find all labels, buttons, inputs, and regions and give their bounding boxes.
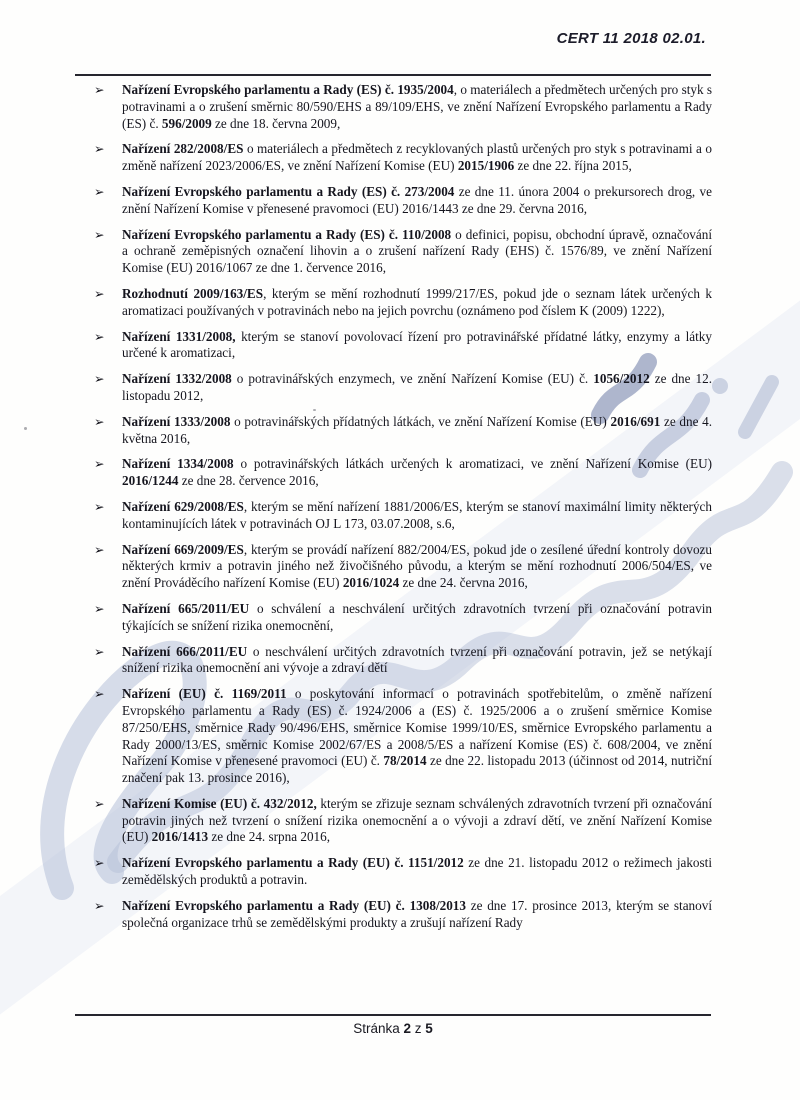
regulation-text: Nařízení Evropského parlamentu a Rady (ES) č. 273/2004 ze dne 11. února 2004 o prekursorech drog, ve znění Nařízení Komise v přenesené pravomoci (EU) 2016/1443 ze dne 29. června 2016, [122,183,712,216]
footer-total-pages: 5 [425,1021,433,1036]
bullet-arrow-icon: ➢ [94,82,105,97]
regulation-text: Nařízení Evropského parlamentu a Rady (ES) č. 110/2008 o definici, popisu, obchodní úpravě, označování a ochraně zeměpisných označení lihovin a o zrušení nařízení Rady (EHS) č. 1576/89, ve znění Nařízení Komise (EU) 2016/1067 ze dne 1. července 2016, [122,226,712,276]
header-document-code: CERT 11 2018 02.01. [556,30,706,47]
footer-label: Stránka [353,1021,400,1036]
list-item [94,855,712,889]
bullet-arrow-icon: ➢ [94,285,105,301]
list-item [94,227,712,277]
list-item [94,82,712,132]
scan-artifact [24,427,27,430]
bullet-arrow-icon: ➢ [94,498,105,514]
regulation-text: Nařízení 1334/2008 o potravinářských látkách určených k aromatizaci, ve znění Nařízení Komise (EU) 2016/1244 ze dne 28. července 2016, [122,456,712,489]
regulation-text: Nařízení 1333/2008 o potravinářských přídatných látkách, ve znění Nařízení Komise (EU) 2016/691 ze dne 4. května 2016, [122,413,713,446]
list-item [94,499,712,533]
footer-separator: z [414,1021,422,1036]
bullet-arrow-icon: ➢ [94,456,105,472]
regulation-text: Nařízení 665/2011/EU o schválení a neschválení určitých zdravotních tvrzení při označování potravin týkajících se snížení rizika onemocnění, [122,600,712,633]
list-item [94,898,712,932]
bullet-arrow-icon: ➢ [94,371,105,387]
list-item [94,686,712,787]
bullet-arrow-icon: ➢ [94,686,105,702]
regulation-text: Nařízení 1332/2008 o potravinářských enzymech, ve znění Nařízení Komise (EU) č. 1056/2012 ze dne 12. listopadu 2012, [122,371,712,403]
bullet-arrow-icon: ➢ [94,183,105,199]
regulation-text: Nařízení Evropského parlamentu a Rady (EU) č. 1151/2012 ze dne 21. listopadu 2012 o režimech jakosti zemědělských produktů a potravin. [122,855,712,888]
footer-divider [75,1014,711,1016]
bullet-arrow-icon: ➢ [94,541,105,557]
regulation-text: Nařízení 669/2009/ES, kterým se provádí nařízení 882/2004/ES, pokud jde o zesílené úřední kontroly dovozu některých krmiv a potravin jiného než živočišného původu, a kterým se mění rozhodnutí 2006/504/ES, ve znění Prováděcího nařízení Komise (EU) 2016/1024 ze dne 24. června 2016, [122,541,712,591]
regulation-text: Nařízení (EU) č. 1169/2011 o poskytování informací o potravinách spotřebitelům, o změně nařízení Evropského parlamentu a Rady (ES) č. 1924/2006 a (ES) č. 1925/2006 a o zrušení směrnice Komise 87/250/EHS, směrnice Rady 90/496/EHS, směrnice Komise 1999/10/ES, směrnice Evropského parlamentu a Rady 2000/13/ES, směrnic Komise 2002/67/ES a 2008/5/ES a nařízení Komise (ES) č. 608/2004, ve znění Nařízení Komise v přenesené pravomoci (EU) č. 78/2014 ze dne 22. listopadu 2013 (účinnost od 2014, nutriční značení pak 13. prosince 2016), [122,686,712,786]
list-item [94,286,712,320]
bullet-arrow-icon: ➢ [94,141,105,157]
scan-artifact [313,409,316,411]
list-item [94,601,712,635]
footer-current-page: 2 [403,1021,411,1036]
list-item [94,796,712,846]
list-item [94,141,712,175]
regulation-text: Nařízení 1331/2008, kterým se stanoví povolovací řízení pro potravinářské přídatné látky, enzymy a látky určené k aromatizaci, [122,328,712,361]
regulation-text: Nařízení Evropského parlamentu a Rady (EU) č. 1308/2013 ze dne 17. prosince 2013, kterým se stanoví společná organizace trhů se zemědělskými produkty a zrušují nařízení Rady [122,897,712,930]
bullet-arrow-icon: ➢ [94,328,105,344]
list-item [94,456,712,490]
bullet-arrow-icon: ➢ [94,795,105,811]
list-item [94,329,712,363]
bullet-arrow-icon: ➢ [94,897,105,913]
list-item [94,371,712,405]
bullet-arrow-icon: ➢ [94,226,105,242]
header-divider [75,74,711,76]
regulation-text: Nařízení 282/2008/ES o materiálech a předmětech z recyklovaných plastů určených pro styk s potravinami a o změně nařízení 2023/2006/ES, ve znění Nařízení Komise (EU) 2015/1906 ze dne 22. října 2015, [122,141,712,174]
list-item [94,542,712,592]
bullet-arrow-icon: ➢ [94,413,105,429]
regulation-text: Nařízení 629/2008/ES, kterým se mění nařízení 1881/2006/ES, kterým se stanoví maximální limity některých kontaminujících látek v potravinách OJ L 173, 03.07.2008, s.6, [122,498,712,531]
regulation-text: Nařízení Komise (EU) č. 432/2012, kterým se zřizuje seznam schválených zdravotních tvrzení při označování potravin jiných než tvrzení o snížení rizika onemocnění a o vývoji a zdraví dětí, ve znění Nařízení Komise (EU) 2016/1413 ze dne 24. srpna 2016, [122,795,712,845]
bullet-arrow-icon: ➢ [94,643,105,659]
bullet-arrow-icon: ➢ [94,855,105,871]
list-item [94,184,712,218]
list-item [94,644,712,678]
bullet-arrow-icon: ➢ [94,600,105,616]
list-item [94,414,712,448]
regulation-text: Nařízení 666/2011/EU o neschválení určitých zdravotních tvrzení při označování potravin, jež se netýkají snížení rizika onemocnění ani vývoje a zdraví dětí [122,643,712,676]
page-footer [75,1021,711,1036]
regulation-list [94,82,712,940]
regulation-text: Nařízení Evropského parlamentu a Rady (ES) č. 1935/2004, o materiálech a předmětech určených pro styk s potravinami a o zrušení směrnic 80/590/EHS a 89/109/EHS, ve znění Nařízení Evropského parlamentu a Rady (ES) č. 596/2009 ze dne 18. června 2009, [122,82,712,131]
regulation-text: Rozhodnutí 2009/163/ES, kterým se mění rozhodnutí 1999/217/ES, pokud jde o seznam látek určených k aromatizaci používaných v potravinách nebo na jejich povrchu (oznámeno pod číslem K (2009) 1222), [122,285,712,318]
